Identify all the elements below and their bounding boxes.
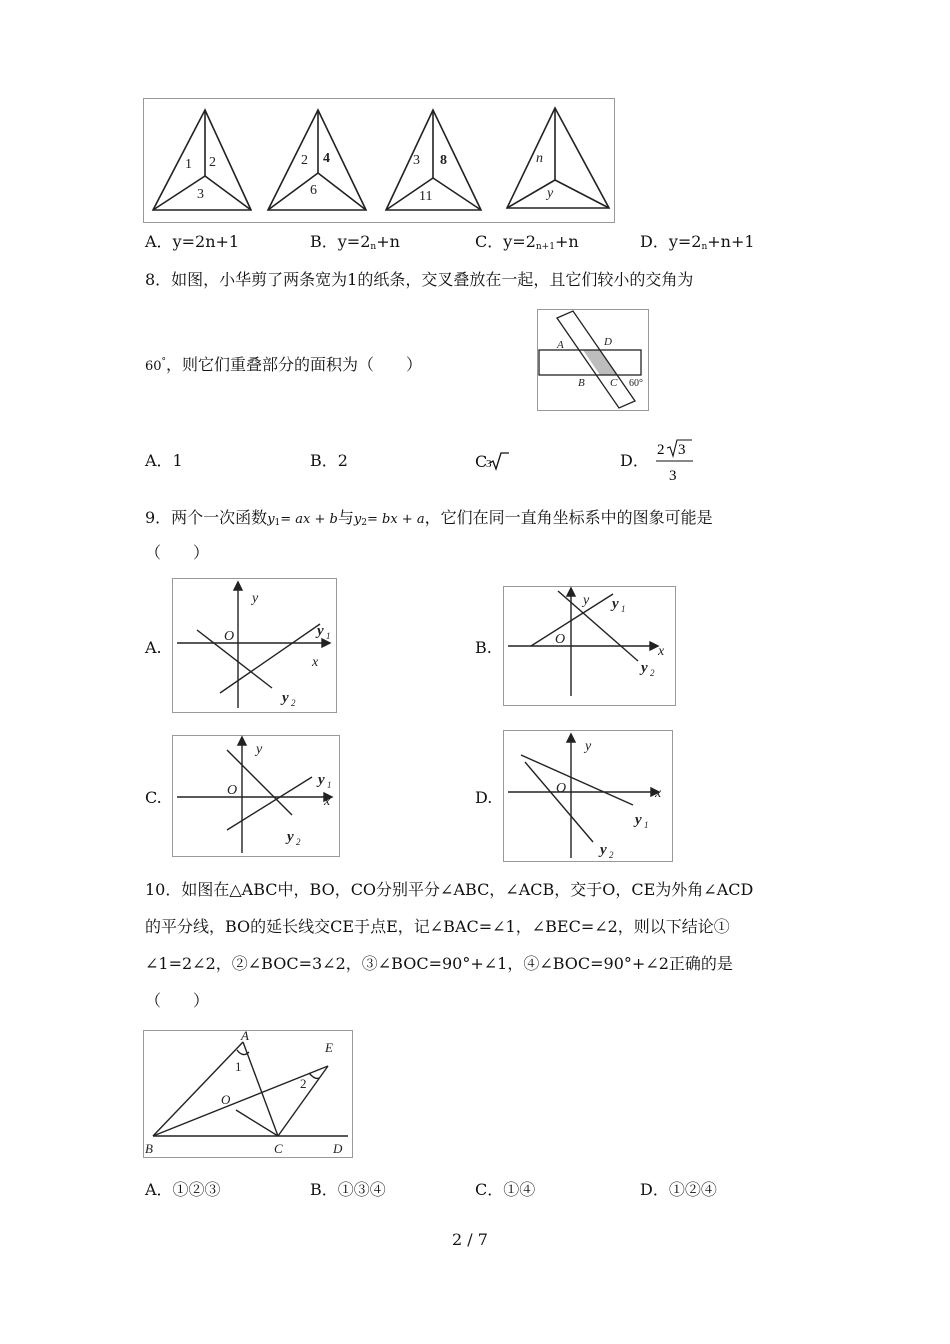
t1-label-2: 2 bbox=[209, 155, 216, 170]
q9-option-a-label[interactable]: A. bbox=[145, 638, 162, 657]
svg-text:y: y bbox=[635, 812, 642, 828]
svg-text:y: y bbox=[282, 690, 289, 706]
svg-text:y: y bbox=[641, 660, 648, 676]
q10-paren: （ ） bbox=[145, 991, 210, 1010]
svg-text:2: 2 bbox=[650, 668, 655, 678]
svg-text:y: y bbox=[585, 739, 592, 754]
q8-label-d: D bbox=[604, 336, 612, 348]
svg-text:D: D bbox=[333, 1141, 343, 1156]
q10-option-d[interactable]: D．①②④ bbox=[640, 1180, 717, 1199]
q9-paren: （ ） bbox=[145, 543, 210, 562]
t2-label-b: 4 bbox=[323, 151, 330, 166]
svg-text:B: B bbox=[145, 1141, 153, 1156]
svg-text:3: 3 bbox=[678, 442, 686, 458]
q7-option-a[interactable]: A．y=2n+1 bbox=[145, 232, 240, 251]
t3-label-c: 11 bbox=[419, 189, 433, 204]
q8-option-b[interactable]: B．2 bbox=[310, 451, 348, 470]
svg-text:2: 2 bbox=[300, 1076, 307, 1091]
q9-graph-b[interactable] bbox=[503, 586, 676, 706]
q7-option-d[interactable]: D．$y=2_n+n+1$ bbox=[640, 232, 755, 252]
svg-text:O: O bbox=[221, 1092, 231, 1107]
q10-option-a[interactable]: A．①②③ bbox=[145, 1180, 221, 1199]
svg-text:y: y bbox=[318, 772, 325, 788]
q7-option-b[interactable]: B．$y=2_n+n$ bbox=[310, 232, 400, 252]
t3-label-a: 3 bbox=[413, 153, 420, 168]
svg-text:O: O bbox=[555, 632, 566, 647]
q8-option-a[interactable]: A．1 bbox=[145, 451, 183, 470]
t2-label-c: 6 bbox=[310, 183, 317, 198]
q9-option-c-label[interactable]: C. bbox=[145, 788, 162, 807]
t1-label-3: 3 bbox=[197, 187, 204, 202]
svg-text:1: 1 bbox=[327, 780, 332, 790]
q10-triangle-figure bbox=[143, 1030, 353, 1158]
svg-text:O: O bbox=[224, 629, 235, 644]
svg-text:2: 2 bbox=[609, 850, 614, 860]
svg-text:y: y bbox=[256, 742, 263, 757]
svg-text:1: 1 bbox=[326, 631, 331, 641]
t4-label-n: n bbox=[536, 151, 543, 166]
svg-text:O: O bbox=[556, 781, 567, 796]
q8-option-d-fraction bbox=[655, 437, 695, 483]
q8-stem-line2: 60°，则它们重叠部分的面积为（ ） bbox=[145, 355, 423, 374]
q9-graph-a[interactable] bbox=[172, 578, 337, 713]
svg-text:O: O bbox=[227, 783, 238, 798]
svg-text:1: 1 bbox=[621, 604, 626, 614]
t3-label-b: 8 bbox=[440, 153, 447, 168]
q8-option-d-letter[interactable]: D． bbox=[620, 451, 649, 470]
q8-label-a: A bbox=[557, 339, 564, 351]
svg-text:A: A bbox=[241, 1028, 249, 1043]
q8-label-c: C bbox=[610, 377, 618, 389]
svg-text:x: x bbox=[312, 655, 319, 670]
svg-text:x: x bbox=[658, 644, 665, 659]
svg-text:1: 1 bbox=[644, 820, 649, 830]
q7-option-c[interactable]: C．$y=2_{n+1}+n$ bbox=[475, 232, 579, 252]
svg-text:y: y bbox=[583, 593, 590, 608]
q8-option-c[interactable]: C 3 bbox=[475, 451, 509, 472]
q10-option-c[interactable]: C．①④ bbox=[475, 1180, 536, 1199]
q8-stem-line1: 8．如图，小华剪了两条宽为1的纸条，交叉叠放在一起，且它们较小的交角为 bbox=[145, 270, 694, 289]
page-number: 2 / 7 bbox=[452, 1230, 488, 1249]
svg-text:3: 3 bbox=[486, 458, 492, 470]
svg-text:2: 2 bbox=[657, 442, 665, 458]
q10-stem-line3: ∠1=2∠2，②∠BOC=3∠2，③∠BOC=90°+∠1，④∠BOC=90°+∠2正确的是 bbox=[145, 954, 733, 973]
q8-label-angle: 60° bbox=[629, 378, 643, 389]
svg-text:2: 2 bbox=[296, 837, 301, 847]
t1-label-1: 1 bbox=[185, 157, 192, 172]
svg-text:y: y bbox=[287, 829, 294, 845]
q9-graph-c[interactable] bbox=[172, 735, 340, 857]
svg-text:E: E bbox=[325, 1040, 333, 1055]
q9-stem: 9．两个一次函数$y_1=$ ax + b与$y_2=$ bx + a，它们在同一直角坐标系中的图象可能是 bbox=[145, 508, 713, 528]
sqrt-symbol-icon bbox=[487, 451, 509, 471]
t4-label-y: y bbox=[547, 186, 554, 201]
svg-text:2: 2 bbox=[291, 698, 296, 708]
q10-option-b[interactable]: B．①③④ bbox=[310, 1180, 386, 1199]
svg-text:y: y bbox=[612, 596, 619, 612]
svg-text:x: x bbox=[655, 786, 662, 801]
q10-stem-line2: 的平分线，BO的延长线交CE于点E，记∠BAC=∠1，∠BEC=∠2，则以下结论① bbox=[145, 917, 730, 936]
svg-text:y: y bbox=[317, 623, 324, 639]
q7-triangle-figure bbox=[143, 98, 615, 223]
q9-graph-d[interactable] bbox=[503, 730, 673, 862]
svg-text:3: 3 bbox=[669, 468, 677, 484]
q10-stem-line1: 10．如图在△ABC中，BO，CO分别平分∠ABC，∠ACB，交于O，CE为外角∠ACD bbox=[145, 880, 754, 899]
svg-text:C: C bbox=[274, 1141, 283, 1156]
svg-text:y: y bbox=[600, 842, 607, 858]
svg-text:y: y bbox=[252, 591, 259, 606]
t2-label-a: 2 bbox=[301, 153, 308, 168]
svg-text:x: x bbox=[324, 794, 331, 809]
q8-label-b: B bbox=[578, 377, 585, 389]
svg-text:1: 1 bbox=[235, 1059, 242, 1074]
q9-option-b-label[interactable]: B. bbox=[475, 638, 492, 657]
q8-paper-strips-figure bbox=[537, 309, 649, 411]
q9-option-d-label[interactable]: D. bbox=[475, 788, 493, 807]
